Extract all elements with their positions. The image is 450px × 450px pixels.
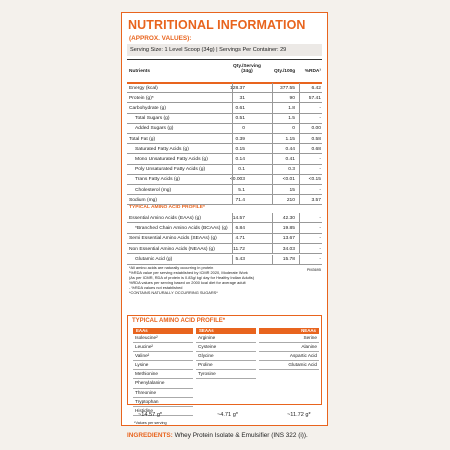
nutrient-row [127, 165, 322, 175]
amino-column [196, 328, 256, 379]
column-divider [232, 244, 233, 254]
amino-acid-item: Methionine [133, 370, 193, 379]
nutrient-row [127, 93, 322, 103]
column-divider [299, 83, 300, 93]
serving-value: 4.71 [235, 236, 245, 242]
nutrient-row [127, 185, 322, 195]
amino-column-total: ~11.72 g* [287, 412, 311, 418]
nutrient-row [127, 244, 322, 254]
nutrient-name: Mono Unsaturated Fatty Acids (g) [135, 156, 208, 162]
rda-value: - [319, 225, 321, 231]
nutrient-name: Added Sugars (g) [135, 126, 174, 132]
column-divider [232, 195, 233, 205]
nutrient-row [127, 134, 322, 144]
column-divider [272, 255, 273, 265]
nutrient-name: Semi Essential Amino Acids (SEAAs) (g) [129, 236, 217, 242]
nutrient-name: *Branched Chain Amino Acids (BCAAs) (g) [135, 225, 228, 231]
rda-value: 0.00 [311, 126, 321, 132]
per100g-value: 34.03 [282, 246, 295, 252]
column-divider [272, 83, 273, 93]
amino-acid-item: Cysteine [196, 343, 256, 352]
column-divider [232, 255, 233, 265]
nutrient-row [127, 234, 322, 244]
column-divider [272, 93, 273, 103]
serving-value: 0.1 [238, 167, 245, 173]
column-divider [299, 223, 300, 233]
rda-value: - [319, 187, 321, 193]
column-divider [232, 144, 233, 154]
amino-profile-title: TYPICAL AMINO ACID PROFILE* [132, 318, 226, 324]
nutrient-row [127, 195, 322, 205]
nutrient-name: Glutamic Acid (g) [135, 257, 173, 263]
amino-acid-item: Lysine [133, 361, 193, 370]
column-divider [299, 154, 300, 164]
rda-value: - [319, 116, 321, 122]
column-divider [299, 124, 300, 134]
column-divider [232, 165, 233, 175]
rda-value: 3.57 [311, 197, 321, 203]
per100g-value: 0.41 [285, 156, 295, 162]
column-divider [272, 234, 273, 244]
nutrient-row [127, 175, 322, 185]
nutrient-name: Cholesterol (mg) [135, 187, 172, 193]
nutrient-row [127, 83, 322, 93]
column-divider [299, 244, 300, 254]
ingredients-line [127, 432, 308, 439]
column-divider [272, 103, 273, 113]
nutrient-name: Essential Amino Acids (EAAs) (g) [129, 215, 202, 221]
serving-value: 0.15 [235, 146, 245, 152]
serving-value: 71.4 [235, 197, 245, 203]
per100g-value: 0 [292, 126, 295, 132]
nutrient-name: Trans Fatty Acids (g) [135, 177, 180, 183]
serving-value: 0.61 [235, 105, 245, 111]
label-title: NUTRITIONAL INFORMATION [128, 18, 306, 32]
amino-column-header: SEAAs [196, 328, 256, 334]
ingredients-text: Whey Protein Isolate & Emulsifier (INS 322 (i)). [172, 432, 308, 439]
serving-value: 6.84 [235, 225, 245, 231]
serving-value: 0.51 [235, 116, 245, 122]
serving-value: 0 [242, 126, 245, 132]
nutrient-row [127, 154, 322, 164]
rda-value: - [319, 105, 321, 111]
amino-column [259, 328, 319, 370]
column-divider [232, 175, 233, 185]
per100g-value: 13.67 [282, 236, 295, 242]
rda-value: - [319, 156, 321, 162]
amino-acid-item: Alanine [259, 343, 319, 352]
nutrient-name: Poly Unsaturated Fatty Acids (g) [135, 167, 206, 173]
column-divider [299, 144, 300, 154]
amino-column-header: EAAs [133, 328, 193, 334]
nutrient-row [127, 223, 322, 233]
column-divider [299, 165, 300, 175]
per100g-value: 210 [286, 197, 295, 203]
column-divider [299, 234, 300, 244]
nutrient-name: Carbohydrate (g) [129, 105, 166, 111]
serving-info: Serving Size: 1 Level Scoop (34g) | Servings Per Container: 29 [127, 44, 322, 56]
column-divider [232, 103, 233, 113]
column-divider [272, 213, 273, 223]
column-divider [272, 223, 273, 233]
amino-acid-item: Tyrosine [196, 370, 256, 379]
amino-acid-item: Proline [196, 361, 256, 370]
footnotes: *All amino acids are naturally occurring in protein ¹%RDA value per serving established by ICMR 2020, Moderate Work (As per ICMR, RDA of protein is 0.83g/ kg/ day for Healthy Indian Adults) %RDA values per serving based on 2000 kcal diet for average adult - %RDA values not established *CONTAINS NATURALLY OCCURRING SUGARS* [129, 265, 254, 295]
nutrition-label-panel [121, 12, 328, 439]
header-rda: %RDA¹ [304, 69, 321, 74]
amino-acid-item: Serine [259, 334, 319, 343]
serving-value: 11.72 [233, 246, 245, 252]
nutrient-name: Energy (kcal) [129, 85, 158, 91]
amino-column-total: ~14.57 g* [138, 412, 163, 418]
per100g-value: 1.5 [288, 116, 295, 122]
nutrient-row [127, 124, 322, 134]
nutrient-row [127, 144, 322, 154]
nutrient-row [127, 114, 322, 124]
rda-value: 57.41 [308, 95, 321, 101]
column-divider [272, 195, 273, 205]
amino-column-header: NEAAs [259, 328, 319, 334]
column-divider [299, 93, 300, 103]
nutrient-row [127, 103, 322, 113]
rda-value: 6.42 [311, 85, 321, 91]
rda-value: - [319, 236, 321, 242]
rda-value: - [319, 246, 321, 252]
per100g-value: 1.15 [285, 136, 295, 142]
column-divider [299, 185, 300, 195]
column-divider [232, 114, 233, 124]
column-divider [272, 185, 273, 195]
column-divider [232, 134, 233, 144]
amino-acid-item: Histidine [133, 407, 193, 416]
column-divider [272, 144, 273, 154]
amino-column [133, 328, 193, 416]
amino-acid-item: Glycine [196, 352, 256, 361]
column-divider [299, 213, 300, 223]
column-divider [299, 255, 300, 265]
amino-note: *Values per serving [134, 421, 167, 425]
amino-profile-box [127, 315, 322, 413]
label-subtitle: (APPROX. VALUES): [129, 35, 192, 42]
product-code: PM3695 [306, 268, 321, 272]
serving-value: 31 [239, 95, 245, 101]
amino-acid-item: Tryptophan [133, 398, 193, 407]
amino-acid-item: Threonine [133, 389, 193, 398]
rda-value: <0.15 [308, 177, 321, 183]
header-nutrients: Nutrients [129, 69, 151, 74]
rda-value: - [319, 257, 321, 263]
serving-value: 5.1 [238, 187, 245, 193]
column-divider [299, 195, 300, 205]
per100g-value: 15.78 [282, 257, 295, 263]
rda-value: - [319, 167, 321, 173]
column-divider [299, 175, 300, 185]
column-divider [232, 234, 233, 244]
column-divider [272, 154, 273, 164]
serving-value: 5.43 [235, 257, 245, 263]
amino-column-total: ~4.71 g* [217, 412, 238, 418]
serving-value: 128.37 [230, 85, 245, 91]
column-divider [272, 175, 273, 185]
rda-value: 0.58 [311, 136, 321, 142]
per100g-value: 15 [289, 187, 295, 193]
column-divider [232, 185, 233, 195]
column-divider [272, 134, 273, 144]
amino-section-heading: TYPICAL AMINO ACID PROFILE* [129, 205, 205, 210]
nutrient-row [127, 255, 322, 265]
per100g-value: 377.55 [280, 85, 295, 91]
serving-value: 0.14 [235, 156, 245, 162]
column-divider [272, 124, 273, 134]
column-divider [299, 114, 300, 124]
nutrient-name: Saturated Fatty Acids (g) [135, 146, 189, 152]
amino-acid-item: Arginine [196, 334, 256, 343]
column-divider [232, 124, 233, 134]
ingredients-label: INGREDIENTS: [127, 432, 173, 439]
amino-acid-item: Phenylalanine [133, 379, 193, 388]
serving-value: 14.57 [232, 215, 245, 221]
nutrient-name: Total Fat (g) [129, 136, 156, 142]
amino-acid-item: Glutamic Acid [259, 361, 319, 370]
nutrient-name: Protein (g)* [129, 95, 154, 101]
column-divider [232, 154, 233, 164]
per100g-value: <0.01 [282, 177, 295, 183]
amino-acid-item: Aspartic Acid [259, 352, 319, 361]
amino-acid-item: Leucine² [133, 343, 193, 352]
rda-value: 0.68 [311, 146, 321, 152]
column-divider [232, 213, 233, 223]
per100g-value: 0.3 [288, 167, 295, 173]
amino-acid-item: Valine² [133, 352, 193, 361]
header-per-serving: Qty./Serving (34g) [233, 64, 261, 74]
amino-acid-item: Isoleucine² [133, 334, 193, 343]
per100g-value: 1.8 [288, 105, 295, 111]
header-per-100g: Qty./100g [274, 69, 296, 74]
per100g-value: 42.30 [282, 215, 295, 221]
column-divider [232, 223, 233, 233]
nutrient-row [127, 213, 322, 223]
rda-value: - [319, 215, 321, 221]
nutrient-name: Non Essential Amino Acids (NEAAs) (g) [129, 246, 215, 252]
per100g-value: 90 [289, 95, 295, 101]
table-header [127, 59, 322, 84]
per100g-value: 0.44 [285, 146, 295, 152]
serving-value: 0.39 [235, 136, 245, 142]
column-divider [299, 103, 300, 113]
column-divider [272, 114, 273, 124]
column-divider [232, 93, 233, 103]
nutrient-name: Total Sugars (g) [135, 116, 170, 122]
nutrient-name: Sodium (mg) [129, 197, 157, 203]
per100g-value: 19.85 [282, 225, 295, 231]
column-divider [272, 244, 273, 254]
column-divider [232, 83, 233, 93]
column-divider [272, 165, 273, 175]
serving-value: <0.003 [229, 177, 245, 183]
column-divider [299, 134, 300, 144]
